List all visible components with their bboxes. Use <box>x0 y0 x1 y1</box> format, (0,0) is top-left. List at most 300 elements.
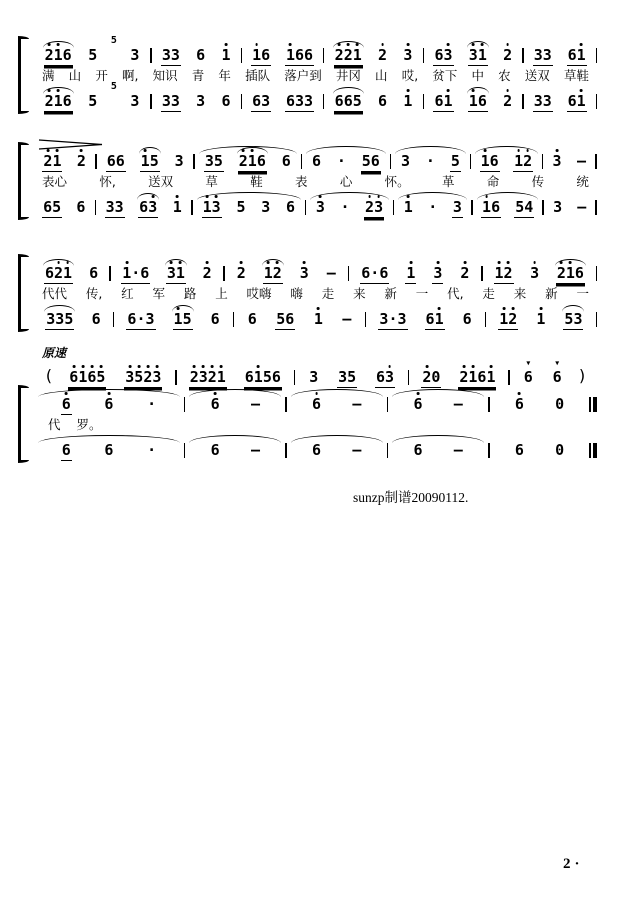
note-char: 6 <box>115 152 125 170</box>
note-char: 6 <box>104 441 114 459</box>
measure <box>114 304 232 330</box>
system-bracket-stem <box>18 38 21 112</box>
note-char: 5 <box>52 198 62 216</box>
note-group <box>576 192 587 217</box>
note-group <box>250 389 261 414</box>
note-high-octave: 6 <box>210 395 220 413</box>
measure <box>394 192 471 218</box>
measure <box>388 389 488 414</box>
measure <box>409 362 508 388</box>
note-high-octave: 2 <box>503 46 513 64</box>
note-group <box>498 304 518 330</box>
measure <box>302 146 390 172</box>
note-char: 3 <box>170 92 180 110</box>
note-char: 3 <box>114 198 124 216</box>
note-char: 6 <box>379 264 389 282</box>
note-group <box>433 86 453 112</box>
note-group <box>459 258 470 283</box>
measure <box>490 435 590 460</box>
measure <box>97 146 194 172</box>
note-high-octave: 2 <box>460 264 470 282</box>
note-high-octave: 2 <box>54 264 64 282</box>
note-char: 3 <box>397 310 407 328</box>
note-char: 6 <box>252 92 262 110</box>
voice1-line <box>34 146 597 172</box>
note-char: 6 <box>434 92 444 110</box>
note-char: 5 <box>352 92 362 110</box>
lyric-syllable: 走 <box>321 286 335 301</box>
note-group <box>336 146 347 171</box>
note-high-octave: 2 <box>343 46 353 64</box>
note-char: 6 <box>271 368 281 386</box>
note-group <box>554 435 565 460</box>
note-char: 3 <box>46 310 56 328</box>
note-high-octave: 1 <box>122 264 132 282</box>
note-char: 6 <box>567 46 577 64</box>
note-high-octave: 1 <box>468 368 478 386</box>
note-char: 3 <box>174 152 184 170</box>
note-high-octave: 3 <box>443 46 453 64</box>
augmentation-dot: · <box>388 310 398 328</box>
duration-dash: – <box>453 395 463 413</box>
note-group <box>75 192 86 217</box>
barline <box>596 48 598 63</box>
note-group <box>552 192 563 217</box>
note-group <box>403 192 414 217</box>
note-group <box>514 435 525 460</box>
note-group <box>235 192 246 217</box>
note-high-octave: 6 <box>87 368 97 386</box>
barline <box>596 266 598 281</box>
lyric-syllable: 革 <box>441 174 455 189</box>
system-bracket <box>18 38 27 112</box>
note-group <box>61 389 72 415</box>
final-barline-thick <box>593 443 597 458</box>
note-char: 6 <box>62 92 72 110</box>
lyric-syllable: 走 <box>482 286 495 301</box>
note-group <box>351 389 362 414</box>
note-group <box>554 389 565 414</box>
note-group <box>247 304 258 329</box>
note-high-octave: 1 <box>216 368 226 386</box>
lyric-syllable: 中 <box>471 68 484 83</box>
duration-dash: – <box>326 264 336 282</box>
note-group <box>377 40 388 65</box>
note-high-octave: 2 <box>43 152 53 170</box>
note-group <box>210 304 221 329</box>
lyric-syllable: 统 <box>576 174 589 189</box>
note-high-octave: 2 <box>272 264 282 282</box>
note-group <box>334 86 363 112</box>
note-group <box>250 435 261 460</box>
note-group <box>140 146 160 172</box>
measure <box>424 40 522 66</box>
note-group <box>514 192 534 218</box>
lyric-syllable: 草鞋 <box>563 68 589 83</box>
note-high-octave: 1 <box>443 92 453 110</box>
note-high-octave: 2 <box>334 46 344 64</box>
final-barline <box>589 443 597 458</box>
note-char: 6 <box>361 264 371 282</box>
lyric-syllable: 落户到 <box>284 68 322 83</box>
barline <box>596 94 598 109</box>
note-char: 3 <box>338 368 348 386</box>
lyric-syllable: 怀。 <box>384 174 410 189</box>
note-group <box>285 40 314 66</box>
note-group <box>556 258 585 284</box>
lyric-syllable: 一 <box>576 286 589 301</box>
lyric-syllable: 嗨 <box>290 286 303 301</box>
note-group <box>523 362 534 387</box>
note-group <box>220 86 231 111</box>
lyric-syllable: 草 <box>205 174 218 189</box>
note-char: 3 <box>294 92 305 110</box>
note-char: 6 <box>514 441 524 459</box>
note-char: 3 <box>379 310 389 328</box>
note-group <box>480 146 500 172</box>
note-group <box>91 304 102 329</box>
note-high-octave: 1 <box>63 264 73 282</box>
note-group <box>535 304 546 329</box>
note-high-octave: 3 <box>403 46 413 64</box>
note-high-octave: 1 <box>480 152 490 170</box>
lyric-syllable: 来 <box>513 286 527 301</box>
note-high-octave: 1 <box>565 264 575 282</box>
note-group <box>251 40 271 66</box>
note-high-octave: 1 <box>536 310 546 328</box>
note-group <box>189 362 227 388</box>
lyric-syllable: 新 <box>384 286 397 301</box>
note-high-octave: 2 <box>202 264 212 282</box>
note-group <box>88 258 99 283</box>
augmentation-dot: · <box>425 152 435 170</box>
system-1 <box>34 35 597 113</box>
note-char: 6 <box>210 441 220 459</box>
note-char: 5 <box>361 152 371 170</box>
note-char: 3 <box>55 310 65 328</box>
measure <box>287 389 387 414</box>
note-group <box>76 146 87 171</box>
system-bracket <box>18 144 27 218</box>
note-high-octave: 3 <box>384 368 395 386</box>
note-group <box>103 389 114 414</box>
lyric-syllable: 命 <box>486 174 500 189</box>
measure <box>483 258 596 284</box>
note-high-octave: 1 <box>53 92 63 110</box>
augmentation-dot: · <box>147 441 157 459</box>
note-char: 6 <box>378 92 388 110</box>
note-group <box>166 258 186 284</box>
note-char: 5 <box>88 46 98 64</box>
lyric-syllable: 知识 <box>152 68 178 83</box>
note-group <box>42 146 62 172</box>
note-group <box>425 146 436 171</box>
grace-note <box>110 35 118 52</box>
note-char: 6 <box>62 46 72 64</box>
note-group <box>44 40 73 66</box>
lyric-syllable: 代, <box>447 286 464 301</box>
note-group <box>468 86 488 112</box>
measure <box>349 258 481 284</box>
note-high-octave: 2 <box>556 264 566 282</box>
final-barline <box>589 397 597 412</box>
measure <box>185 389 285 414</box>
note-group <box>315 192 326 217</box>
note-char: 6 <box>477 92 487 110</box>
note-high-octave: 1 <box>175 264 185 282</box>
note-char: 6 <box>567 92 577 110</box>
lyric-syllable: 青 <box>191 68 205 83</box>
note-group <box>402 40 413 65</box>
note-high-octave: 6 <box>61 395 71 413</box>
note-char: 6 <box>76 198 86 216</box>
note-high-octave: 2 <box>365 198 375 216</box>
note-high-octave: 2 <box>503 264 513 282</box>
note-char: 3 <box>309 368 319 386</box>
note-group <box>260 192 271 217</box>
note-char: 6 <box>311 152 321 170</box>
measure <box>471 146 541 172</box>
note-char: 3 <box>533 92 543 110</box>
note-high-octave: 1 <box>494 264 504 282</box>
measure <box>242 86 323 112</box>
augmentation-dot: · <box>340 198 350 216</box>
duration-dash: – <box>342 310 352 328</box>
note-high-octave: 1 <box>482 198 492 216</box>
note-high-octave: 3 <box>198 368 208 386</box>
note-group <box>87 40 98 65</box>
measure <box>34 192 95 218</box>
note-char: 3 <box>196 92 206 110</box>
system-bracket <box>18 256 27 330</box>
note-group <box>453 389 464 414</box>
note-group <box>313 304 324 329</box>
note-char: 6 <box>413 441 423 459</box>
note-group <box>361 146 381 172</box>
note-char: 6 <box>286 198 296 216</box>
note-group <box>285 86 314 112</box>
measure <box>287 435 387 460</box>
lyric-syllable: 山 <box>375 68 388 83</box>
note-high-octave: 3 <box>148 198 158 216</box>
note-char: 0 <box>555 395 565 413</box>
note-high-octave: 3 <box>125 368 135 386</box>
note-high-octave: 1 <box>403 198 413 216</box>
note-group <box>502 40 513 65</box>
note-char: 3 <box>304 92 314 110</box>
system-3 <box>34 258 597 331</box>
note-char: 5 <box>64 310 74 328</box>
lyric-syllable: 井冈 <box>335 68 361 83</box>
note-char: 6 <box>370 152 380 170</box>
lyric-syllable: 一 <box>415 286 429 301</box>
note-high-octave: 1 <box>514 152 524 170</box>
note-high-octave: 6 <box>69 368 79 386</box>
note-char: 5 <box>262 368 272 386</box>
lyric-syllable: 表心 <box>42 174 68 189</box>
measure <box>544 192 596 217</box>
note-high-octave: 3 <box>315 198 325 216</box>
note-group <box>375 362 395 388</box>
note-high-octave: 2 <box>44 46 54 64</box>
credit-text: sunzp制谱20090112. <box>353 490 469 505</box>
lyric-syllable: 啊, <box>121 68 139 83</box>
measure <box>152 40 241 66</box>
voice2-line <box>34 304 597 330</box>
lyrics-line <box>34 173 597 190</box>
note-char: 5 <box>276 310 286 328</box>
augmentation-dot: · <box>131 264 141 282</box>
note-high-octave: 1 <box>253 368 263 386</box>
note-group <box>425 304 445 330</box>
note-char: 6 <box>196 46 206 64</box>
note-high-octave: 2 <box>238 152 248 170</box>
voice-pair <box>34 258 597 330</box>
note-char: 5 <box>88 92 98 110</box>
note-char: 6 <box>43 198 53 216</box>
note-high-octave: 1 <box>499 310 509 328</box>
lyric-syllable: 贫下 <box>432 68 458 83</box>
note-group <box>533 40 553 66</box>
note-group <box>513 146 533 172</box>
note-high-octave: 2 <box>76 152 86 170</box>
note-char: 3 <box>261 92 271 110</box>
note-group <box>377 86 388 111</box>
measure <box>34 258 109 284</box>
note-group <box>452 192 463 218</box>
measure <box>177 362 294 388</box>
note-group <box>285 192 296 217</box>
note-char: 3 <box>542 46 552 64</box>
note-high-octave: 1 <box>247 152 257 170</box>
note-char: 0 <box>555 441 565 459</box>
voice1-line <box>34 258 597 284</box>
note-char: 6 <box>61 441 71 459</box>
note-group <box>87 86 98 111</box>
note-high-octave: 1 <box>53 46 63 64</box>
measure <box>34 35 150 66</box>
note-char: 6 <box>127 310 137 328</box>
note-group <box>45 304 74 330</box>
note-high-octave: 3 <box>552 152 562 170</box>
note-char: 3 <box>130 46 140 64</box>
note-high-octave: 3 <box>433 264 443 282</box>
note-group <box>236 258 247 283</box>
measure <box>34 146 95 172</box>
note-group <box>202 192 222 218</box>
note-char: 6 <box>574 264 584 282</box>
note-group <box>44 86 73 112</box>
note-group <box>529 258 540 283</box>
measure <box>543 146 595 171</box>
system-4 <box>34 344 597 462</box>
measure <box>510 362 597 387</box>
note-char: 4 <box>524 198 534 216</box>
note-high-octave: 2 <box>143 368 153 386</box>
measure <box>295 362 408 388</box>
measure <box>34 81 150 112</box>
note-char: 5 <box>347 368 357 386</box>
note-high-octave: 3 <box>152 368 162 386</box>
note-high-octave: 1 <box>252 46 262 64</box>
note-group <box>129 40 140 65</box>
note-char: 5 <box>110 35 117 46</box>
note-char: 6 <box>285 92 295 110</box>
note-high-octave: 3 <box>166 264 176 282</box>
voice-pair <box>34 35 597 112</box>
note-char: 6 <box>334 92 344 110</box>
note-high-octave: 2 <box>459 368 469 386</box>
note-group <box>251 86 271 112</box>
note-char: 6 <box>425 310 435 328</box>
system-bracket-stem <box>18 256 21 330</box>
duration-dash: – <box>577 198 587 216</box>
lyric-syllable: 农 <box>498 68 511 83</box>
note-group <box>432 258 443 284</box>
measure <box>242 40 323 66</box>
parenthesis <box>578 362 588 386</box>
note-high-octave: 6 <box>312 395 322 413</box>
note-group <box>462 304 473 329</box>
note-high-octave: 6 <box>104 395 114 413</box>
note-group <box>121 258 150 284</box>
note-high-octave: 1 <box>140 152 150 170</box>
measure <box>424 86 522 112</box>
note-char: 6 <box>210 310 220 328</box>
measure <box>366 304 484 330</box>
measure <box>234 304 365 330</box>
measure <box>524 40 596 66</box>
note-char: 6 <box>343 92 353 110</box>
note-group <box>244 362 282 388</box>
note-high-octave: 2 <box>207 368 217 386</box>
note-group <box>351 435 362 460</box>
lyric-syllable: 军 <box>152 286 166 301</box>
note-high-octave: 5 <box>134 368 144 386</box>
duration-dash: – <box>453 441 463 459</box>
note-group <box>220 40 231 65</box>
note-group <box>360 258 389 284</box>
lyrics-line <box>40 416 597 433</box>
measure <box>34 304 113 330</box>
note-group <box>161 86 181 112</box>
interlude-line <box>34 362 597 388</box>
barline <box>595 200 597 215</box>
note-high-octave: 2 <box>44 92 54 110</box>
augmentation-dot: · <box>136 310 146 328</box>
note-group <box>204 146 224 172</box>
note-group <box>337 362 357 388</box>
note-char: 6 <box>44 264 55 282</box>
note-group <box>481 192 501 218</box>
note-group <box>405 258 416 284</box>
note-char: 3 <box>573 310 583 328</box>
note-group <box>552 146 563 171</box>
note-high-octave: 3 <box>374 198 384 216</box>
lyric-syllable: 送双 <box>524 68 550 83</box>
note-group <box>129 86 140 111</box>
note-char: 5 <box>450 152 460 170</box>
note-group <box>195 86 206 111</box>
note-group <box>514 389 525 414</box>
lyric-syllable: 表 <box>295 174 308 189</box>
note-group <box>494 258 514 284</box>
note-char: 3 <box>105 198 115 216</box>
note-accented: 6 ▼ <box>524 369 533 385</box>
system-bracket <box>18 387 27 461</box>
note-char: 6 <box>434 46 444 64</box>
note-group <box>308 362 319 387</box>
